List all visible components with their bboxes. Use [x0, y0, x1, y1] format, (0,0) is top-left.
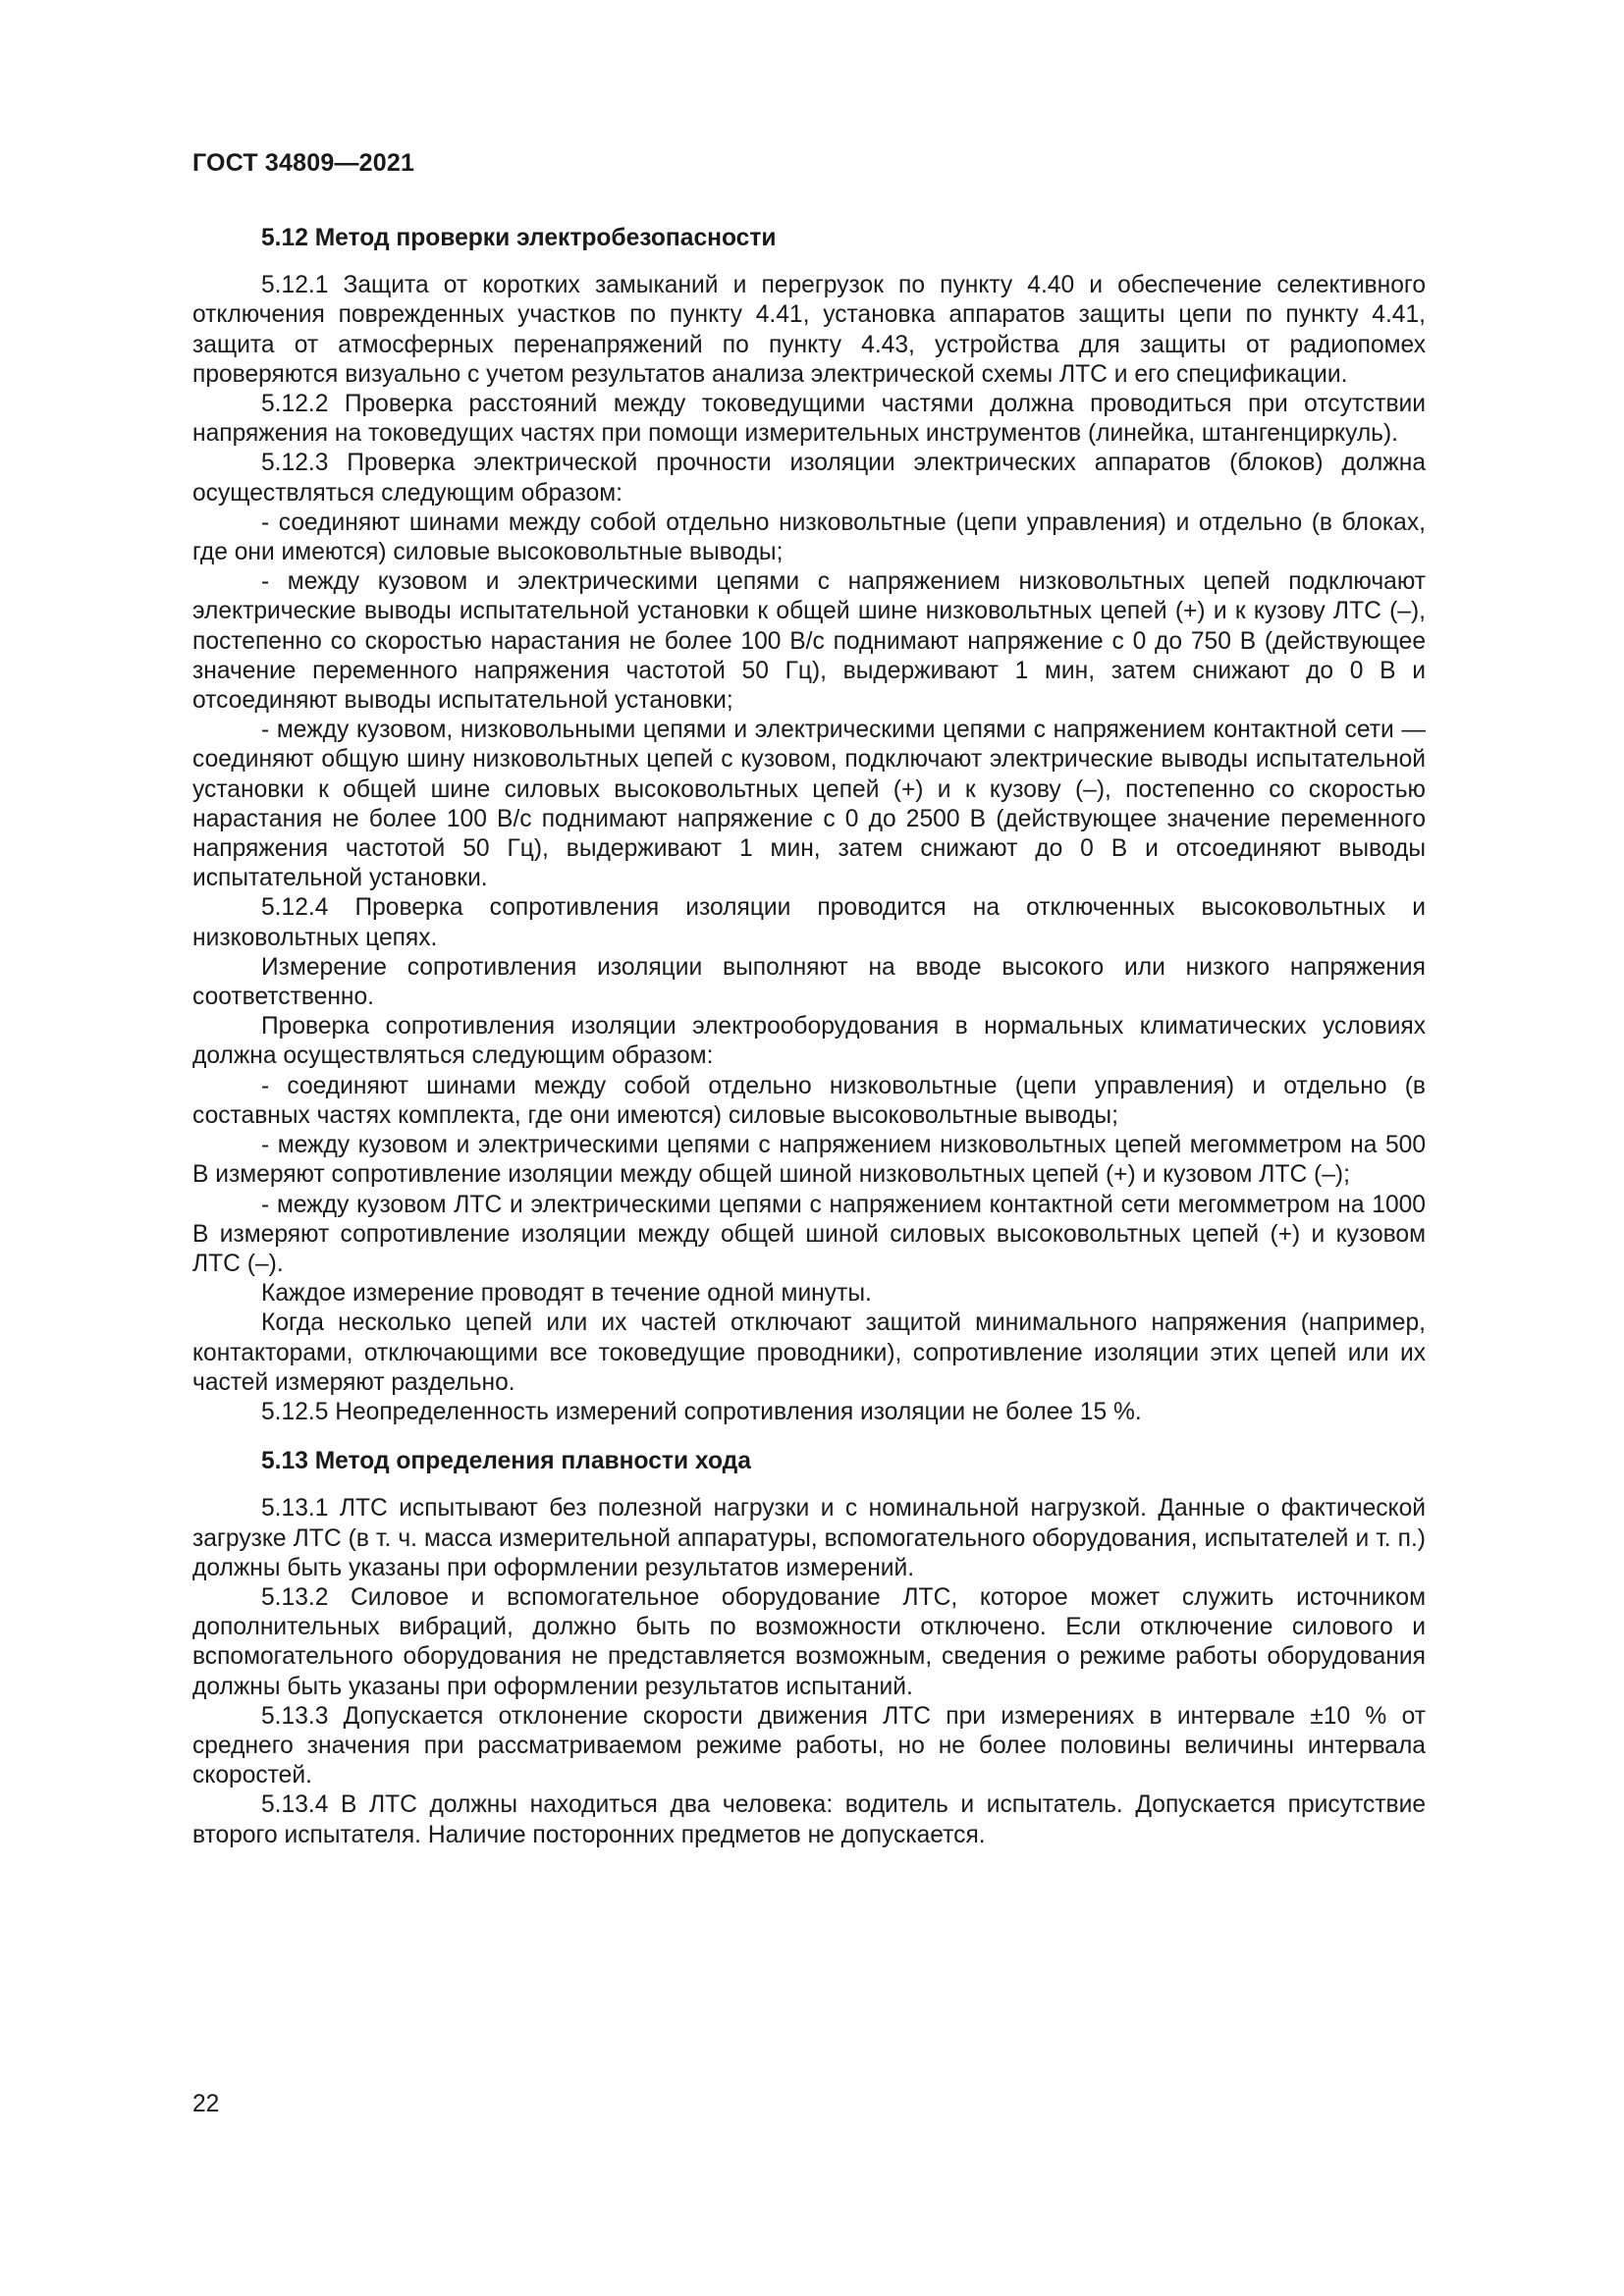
- paragraph: 5.12.2 Проверка расстояний между токоведущими частями должна проводиться при отсутствии напряжения на токоведущих частях при помощи измерительных инструментов (линейка, штангенциркуль).: [192, 391, 1426, 448]
- paragraph: 5.12.1 Защита от коротких замыканий и перегрузок по пункту 4.40 и обеспечение селективного отключения поврежденных участков по пункту 4.41, установка аппаратов защиты цепи по пункту 4.41, защита от атмосферных перенапряжений по пункту 4.43, устройства для защиты от радиопомех проверяются визуально с учетом результатов анализа электрической схемы ЛТС и его спецификации.: [192, 272, 1426, 388]
- list-item: - между кузовом и электрическими цепями с напряжением низковольтных цепей подключают электрические выводы испытательной установки к общей шине низковольтных цепей (+) и к кузову ЛТС (–), постепенно со скоростью нарастания не более 100 В/с поднимают напряжение с 0 до 750 В (действующее значение переменного напряжения частотой 50 Гц), выдерживают 1 мин, затем снижают до 0 В и отсоединяют выводы испытательной установки;: [192, 568, 1426, 715]
- section-title-5-13: 5.13 Метод определения плавности хода: [261, 1448, 751, 1475]
- list-item: - соединяют шинами между собой отдельно низковольтные (цепи управления) и отдельно (в составных частях комплекта, где они имеются) силовые высоковольтные выводы;: [192, 1072, 1426, 1129]
- list-item: - соединяют шинами между собой отдельно низковольтные (цепи управления) и отдельно (в блоках, где они имеются) силовые высоковольтные выводы;: [192, 508, 1426, 566]
- page-number: 22: [192, 2091, 220, 2117]
- paragraph: Когда несколько цепей или их частей отключают защитой минимального напряжения (например, контакторами, отключающими все токоведущие проводники), сопротивление изоляции этих цепей или их частей измеряют раздельно.: [192, 1309, 1426, 1396]
- paragraph: 5.13.3 Допускается отклонение скорости движения ЛТС при измерениях в интервале ±10 % от среднего значения при рассматриваемом режиме работы, но не более половины величины интервала скоростей.: [192, 1702, 1426, 1789]
- section-title-5-12: 5.12 Метод проверки электробезопасности: [261, 225, 777, 251]
- paragraph: 5.13.2 Силовое и вспомогательное оборудование ЛТС, которое может служить источником дополнительных вибраций, должно быть по возможности отключено. Если отключение силового и вспомогательного оборудования не представляется возможным, сведения о режиме работы оборудования должны быть указаны при оформлении результатов испытаний.: [192, 1583, 1426, 1700]
- paragraph: 5.13.4 В ЛТС должны находиться два человека: водитель и испытатель. Допускается присутствие второго испытателя. Наличие посторонних предметов не допускается.: [192, 1791, 1426, 1848]
- paragraph: Измерение сопротивления изоляции выполняют на вводе высокого или низкого напряжения соответственно.: [192, 953, 1426, 1011]
- list-item: - между кузовом ЛТС и электрическими цепями с напряжением контактной сети мегомметром на 1000 В измеряют сопротивление изоляции между общей шиной силовых высоковольтных цепей (+) и кузовом ЛТС (–).: [192, 1191, 1426, 1277]
- list-item: - между кузовом, низковольными цепями и электрическими цепями с напряжением контактной сети — соединяют общую шину низковольтных цепей с кузовом, подключают электрические выводы испытательной установки к общей шине силовых высоковольтных цепей (+) и к кузову (–), постепенно со скоростью нарастания не более 100 В/с поднимают напряжение с 0 до 2500 В (действующее значение переменного напряжения частотой 50 Гц), выдерживают 1 мин, затем снижают до 0 В и отсоединяют выводы испытательной установки.: [192, 717, 1426, 892]
- paragraph: 5.12.5 Неопределенность измерений сопротивления изоляции не более 15 %.: [261, 1398, 1142, 1425]
- list-item: - между кузовом и электрическими цепями с напряжением низковольтных цепей мегомметром на 500 В измеряют сопротивление изоляции между общей шиной низковольтных цепей (+) и кузовом ЛТС (–);: [192, 1132, 1426, 1189]
- document-body: [192, 224, 1426, 1850]
- paragraph: 5.12.4 Проверка сопротивления изоляции проводится на отключенных высоковольтных и низковольтных цепях.: [192, 894, 1426, 951]
- paragraph: Каждое измерение проводят в течение одной минуты.: [261, 1280, 872, 1308]
- paragraph: 5.12.3 Проверка электрической прочности изоляции электрических аппаратов (блоков) должна осуществляться следующим образом:: [192, 450, 1426, 507]
- document-code: ГОСТ 34809—2021: [192, 149, 415, 177]
- paragraph: 5.13.1 ЛТС испытывают без полезной нагрузки и с номинальной нагрузкой. Данные о фактической загрузке ЛТС (в т. ч. масса измерительной аппаратуры, вспомогательного оборудования, испытателей и т. п.) должны быть указаны при оформлении результатов измерений.: [192, 1495, 1426, 1581]
- paragraph: Проверка сопротивления изоляции электрооборудования в нормальных климатических условиях должна осуществляться следующим образом:: [192, 1013, 1426, 1070]
